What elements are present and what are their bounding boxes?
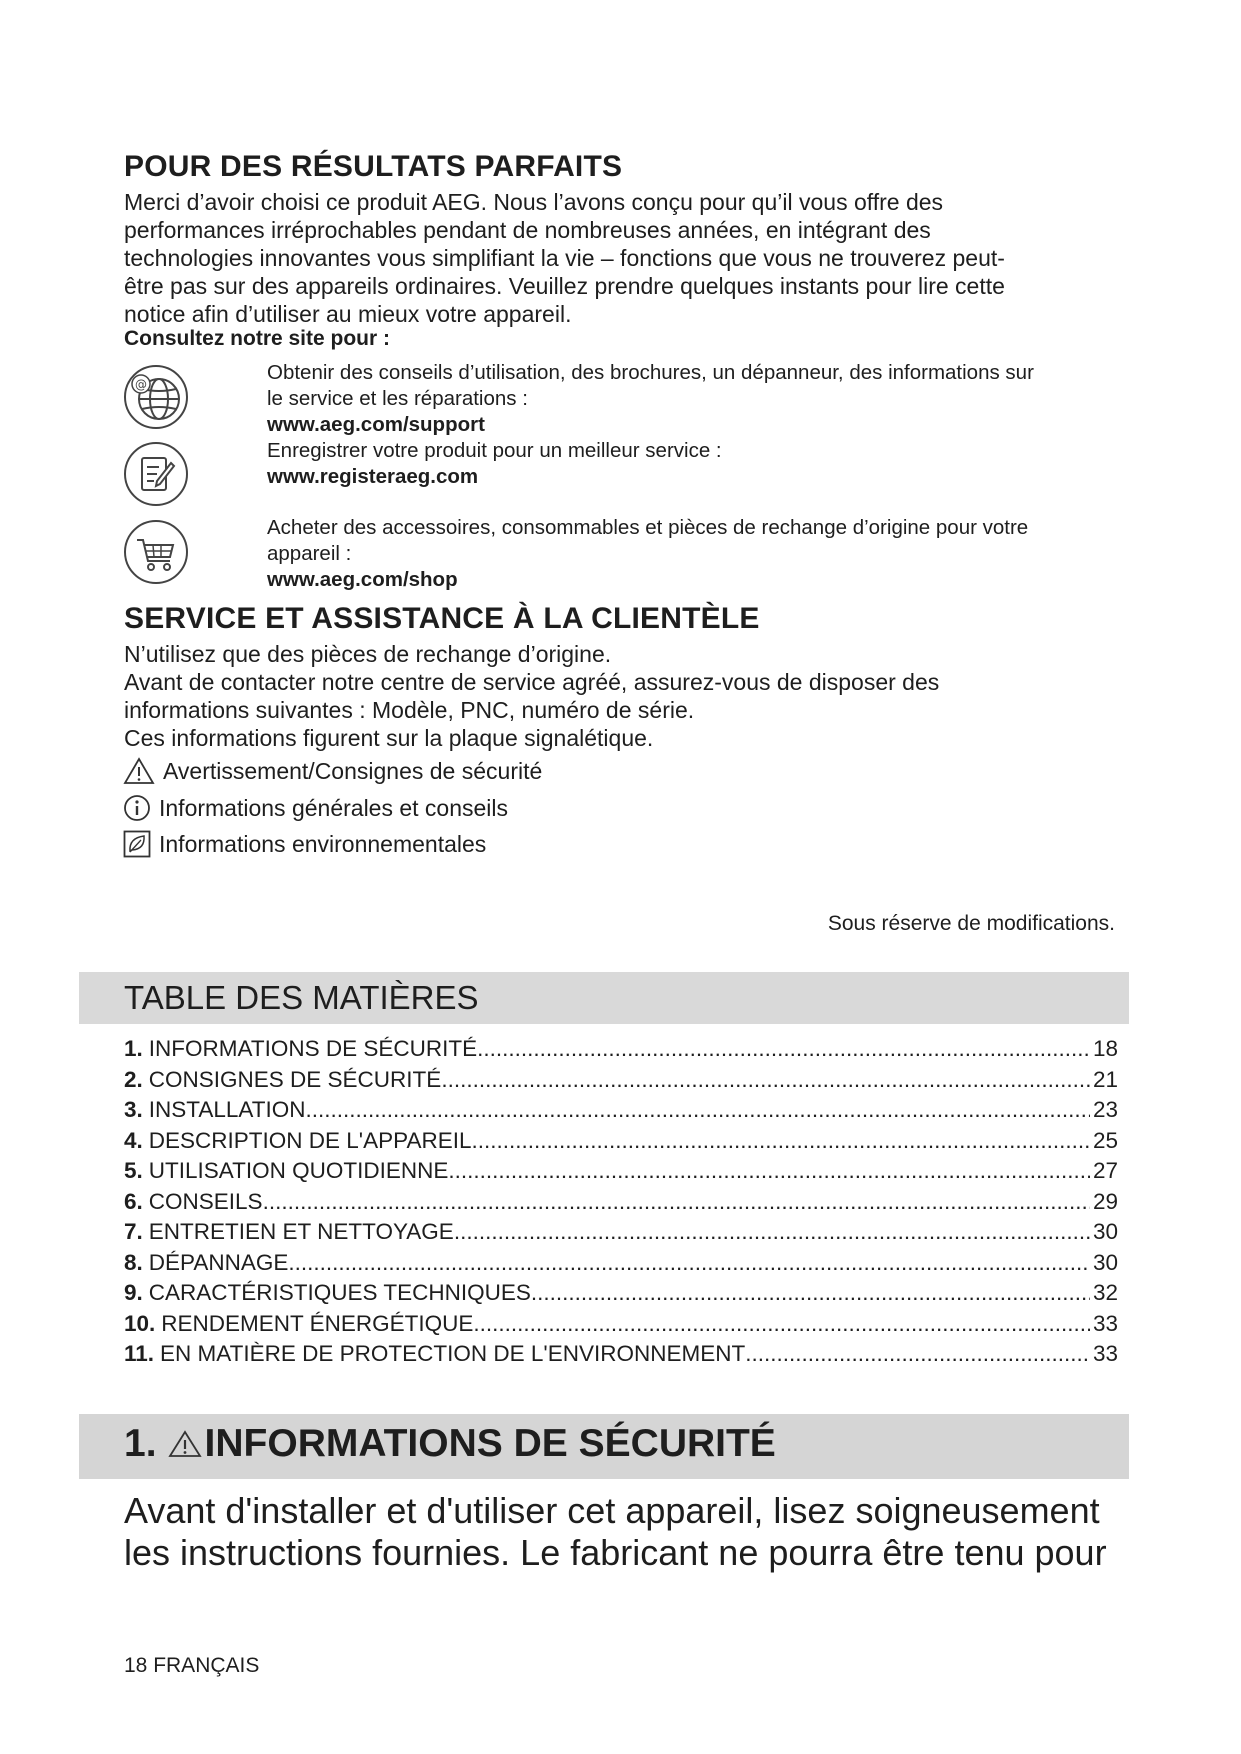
legend-environment — [123, 829, 486, 859]
toc-item[interactable]: 1. INFORMATIONS DE SÉCURITÉ ..... 18 — [124, 1036, 1118, 1067]
intro-line: être pas sur des appareils ordinaires. Veuillez prendre quelques instants pour lire cette — [124, 273, 1005, 299]
safety-section-title — [124, 1422, 776, 1466]
toc-item[interactable]: 7. ENTRETIEN ET NETTOYAGE ..... 30 — [124, 1219, 1118, 1250]
section-title-service: SERVICE ET ASSISTANCE À LA CLIENTÈLE — [124, 602, 760, 635]
table-of-contents — [124, 1036, 1118, 1372]
toc-item[interactable]: 6. CONSEILS ..... 29 — [124, 1189, 1118, 1220]
modification-notice: Sous réserve de modifications. — [827, 912, 1115, 935]
toc-item[interactable]: 8. DÉPANNAGE ..... 30 — [124, 1250, 1118, 1281]
safety-section-heading: INFORMATIONS DE SÉCURITÉ — [204, 1422, 776, 1465]
safety-section-number: 1. — [124, 1422, 157, 1465]
support-description: le service et les réparations : — [267, 387, 528, 410]
leaf-environment-icon — [123, 830, 151, 858]
safety-intro-line: Avant d'installer et d'utiliser cet appareil, lisez soigneusement — [124, 1490, 1100, 1531]
toc-item[interactable]: 9. CARACTÉRISTIQUES TECHNIQUES ..... 32 — [124, 1280, 1118, 1311]
toc-item[interactable]: 11. EN MATIÈRE DE PROTECTION DE L'ENVIRONNEMENT ..... 33 — [124, 1341, 1118, 1372]
legend-warning — [123, 756, 542, 786]
legend-label: Informations environnementales — [159, 830, 487, 857]
intro-line: Merci d’avoir choisi ce produit AEG. Nous l’avons conçu pour qu’il vous offre des — [124, 189, 944, 215]
toc-item[interactable]: 10. RENDEMENT ÉNERGÉTIQUE ..... 33 — [124, 1311, 1118, 1342]
intro-line: performances irréprochables pendant de nombreuses années, en intégrant des — [124, 217, 931, 243]
service-line: N’utilisez que des pièces de rechange d’origine. — [124, 641, 612, 667]
support-url-link[interactable]: www.aeg.com/support — [267, 413, 485, 436]
consult-label: Consultez notre site pour : — [124, 327, 391, 350]
warning-triangle-icon — [167, 1429, 203, 1459]
register-pen-icon — [123, 441, 189, 507]
register-url-link[interactable]: www.registeraeg.com — [267, 465, 479, 488]
toc-item[interactable]: 4. DESCRIPTION DE L'APPAREIL ..... 25 — [124, 1128, 1118, 1159]
service-paragraph — [124, 640, 939, 752]
shop-link-block — [267, 515, 1028, 593]
support-link-block — [267, 360, 1034, 490]
shop-url-link[interactable]: www.aeg.com/shop — [267, 568, 458, 591]
section-title-results: POUR DES RÉSULTATS PARFAITS — [124, 150, 623, 183]
svg-text:@: @ — [135, 377, 147, 392]
safety-intro — [124, 1490, 1124, 1574]
service-line: Avant de contacter notre centre de service agréé, assurez-vous de disposer des — [124, 669, 940, 695]
toc-item[interactable]: 2. CONSIGNES DE SÉCURITÉ ..... 21 — [124, 1067, 1118, 1098]
service-line: Ces informations figurent sur la plaque signalétique. — [124, 725, 654, 751]
page-footer: 18 FRANÇAIS — [124, 1654, 260, 1677]
info-circle-icon — [123, 794, 151, 822]
shopping-cart-icon — [123, 519, 189, 585]
globe-at-icon — [123, 364, 189, 430]
safety-intro-line: les instructions fournies. Le fabricant ne pourra être tenu pour — [124, 1532, 1107, 1573]
legend-info — [123, 793, 508, 823]
intro-line: technologies innovantes vous simplifiant la vie – fonctions que vous ne trouverez peut- — [124, 245, 1005, 271]
intro-paragraph — [124, 188, 1005, 328]
toc-title: TABLE DES MATIÈRES — [124, 979, 479, 1016]
shop-description: appareil : — [267, 542, 352, 565]
support-description: Obtenir des conseils d’utilisation, des brochures, un dépanneur, des informations sur — [267, 361, 1034, 384]
toc-item[interactable]: 5. UTILISATION QUOTIDIENNE ..... 27 — [124, 1158, 1118, 1189]
shop-description: Acheter des accessoires, consommables et pièces de rechange d’origine pour votre — [267, 516, 1029, 539]
intro-line: notice afin d’utiliser au mieux votre appareil. — [124, 301, 572, 327]
toc-item[interactable]: 3. INSTALLATION ..... 23 — [124, 1097, 1118, 1128]
legend-label: Avertissement/Consignes de sécurité — [163, 757, 543, 784]
warning-triangle-icon — [123, 757, 155, 785]
service-line: informations suivantes : Modèle, PNC, numéro de série. — [124, 697, 695, 723]
register-description: Enregistrer votre produit pour un meilleur service : — [267, 439, 722, 462]
legend-label: Informations générales et conseils — [159, 794, 509, 821]
